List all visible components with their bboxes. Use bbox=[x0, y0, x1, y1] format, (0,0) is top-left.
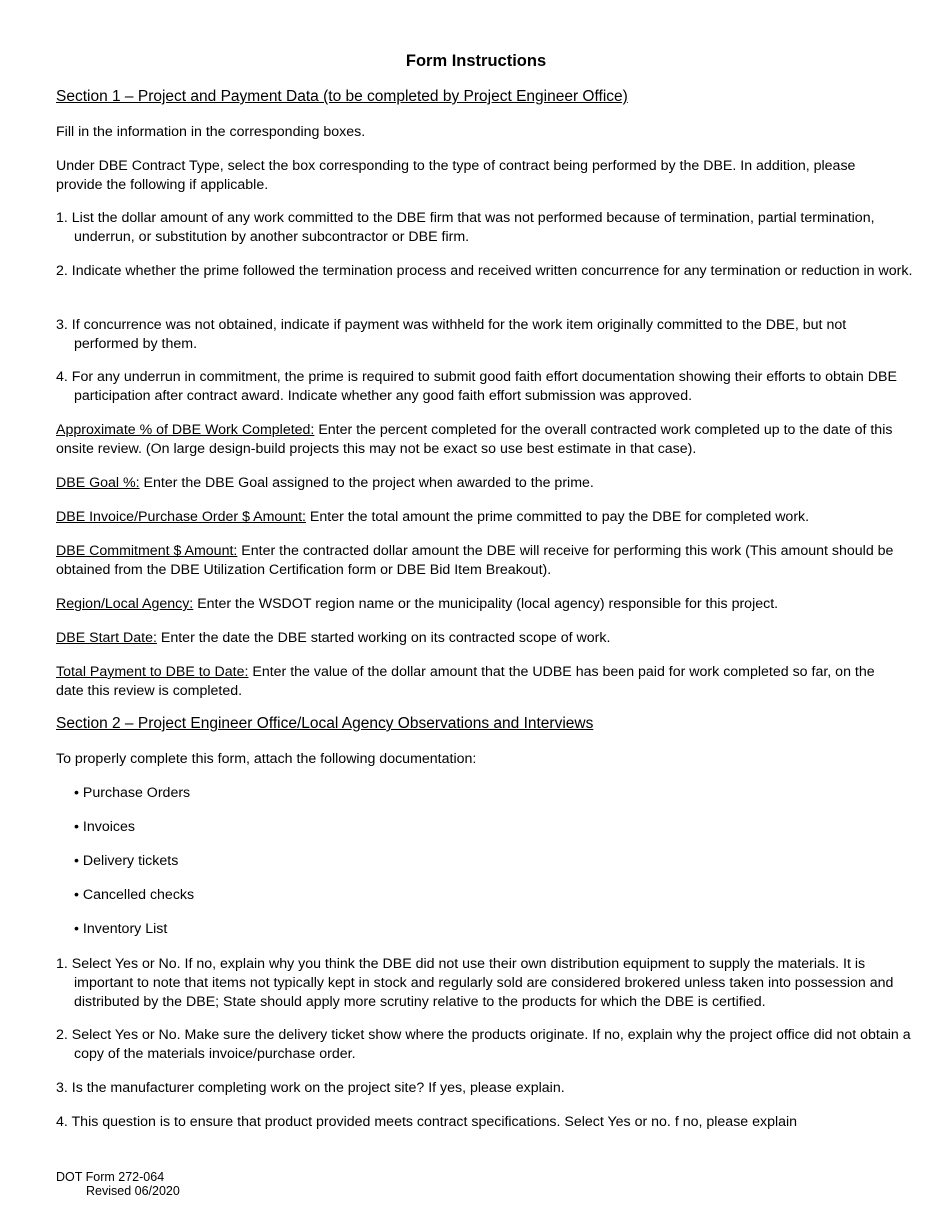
contract-type-instructions: Under DBE Contract Type, select the box corresponding to the type of contract being performed by the DBE. In addition, please provide the following if applicable. bbox=[56, 158, 856, 193]
section-1-intro: Fill in the information in the corresponding boxes. bbox=[56, 124, 366, 140]
field-invoice-amount bbox=[56, 508, 896, 527]
section-2-item-4: 4. This question is to ensure that product provided meets contract specifications. Select Yes or no. f no, please explain bbox=[56, 1114, 798, 1130]
field-total-payment bbox=[56, 663, 896, 701]
section-1-item-1: 1. List the dollar amount of any work committed to the DBE firm that was not performed because of termination, partial termination, underrun, or substitution by another subcontractor or DBE firm. bbox=[56, 210, 875, 245]
revision-date: Revised 06/2020 bbox=[86, 1184, 180, 1198]
field-label: DBE Commitment $ Amount: bbox=[56, 543, 238, 559]
field-label: DBE Start Date: bbox=[56, 630, 157, 646]
field-description: Enter the DBE Goal assigned to the project when awarded to the prime. bbox=[139, 475, 594, 491]
field-description: Enter the date the DBE started working on its contracted scope of work. bbox=[156, 630, 611, 646]
section-1-heading: Section 1 – Project and Payment Data (to be completed by Project Engineer Office) bbox=[56, 88, 628, 105]
section-2-intro: To properly complete this form, attach the following documentation: bbox=[56, 751, 477, 767]
doc-bullet-purchase-orders: • Purchase Orders bbox=[74, 785, 191, 801]
field-label: Approximate % of DBE Work Completed: bbox=[56, 422, 315, 438]
field-commitment-amount bbox=[56, 542, 896, 580]
field-dbe-goal bbox=[56, 474, 896, 493]
section-2-item-3: 3. Is the manufacturer completing work on the project site? If yes, please explain. bbox=[56, 1080, 565, 1096]
section-2-heading: Section 2 – Project Engineer Office/Local Agency Observations and Interviews bbox=[56, 715, 594, 732]
section-1-item-4: 4. For any underrun in commitment, the prime is required to submit good faith effort documentation showing their efforts to obtain DBE participation after contract award. Indicate whether any good faith effort submission was approved. bbox=[56, 369, 897, 404]
doc-bullet-invoices: • Invoices bbox=[74, 819, 135, 835]
doc-bullet-cancelled-checks: • Cancelled checks bbox=[74, 887, 195, 903]
field-approx-work-completed bbox=[56, 421, 896, 459]
doc-bullet-delivery-tickets: • Delivery tickets bbox=[74, 853, 179, 869]
section-2-item-1: 1. Select Yes or No. If no, explain why you think the DBE did not use their own distribution equipment to supply the materials. It is important to note that items not typically kept in stock and regularly sold are considered brokered unless taken into possession and distributed by the DBE; State should apply more scrutiny relative to the products for which the DBE is certified. bbox=[56, 956, 894, 1010]
field-description: Enter the value of the dollar amount that the UDBE has been paid for work completed so far, on the date this review is completed. bbox=[56, 664, 875, 699]
section-1-item-2: 2. Indicate whether the prime followed the termination process and received written concurrence for any termination or reduction in work. bbox=[56, 263, 913, 279]
page-title: Form Instructions bbox=[405, 52, 547, 70]
doc-bullet-inventory-list: • Inventory List bbox=[74, 921, 168, 937]
field-description: Enter the total amount the prime committed to pay the DBE for completed work. bbox=[305, 509, 810, 525]
field-label: DBE Goal %: bbox=[56, 475, 140, 491]
field-label: DBE Invoice/Purchase Order $ Amount: bbox=[56, 509, 306, 525]
field-dbe-start-date bbox=[56, 629, 896, 648]
page-footer bbox=[56, 1170, 180, 1198]
form-number: DOT Form 272-064 bbox=[56, 1170, 165, 1184]
section-2-item-2: 2. Select Yes or No. Make sure the delivery ticket show where the products originate. If no, explain why the project office did not obtain a copy of the materials invoice/purchase order. bbox=[56, 1027, 911, 1062]
field-region-agency bbox=[56, 595, 896, 614]
section-1-item-3: 3. If concurrence was not obtained, indicate if payment was withheld for the work item originally committed to the DBE, but not performed by them. bbox=[56, 317, 847, 352]
field-description: Enter the percent completed for the overall contracted work completed up to the date of this onsite review. (On large design-build projects this may not be exact so use best estimate in that case). bbox=[56, 422, 893, 457]
field-description: Enter the contracted dollar amount the DBE will receive for performing this work (This amount should be obtained from the DBE Utilization Certification form or DBE Bid Item Breakout). bbox=[56, 543, 894, 578]
field-label: Total Payment to DBE to Date: bbox=[56, 664, 249, 680]
field-description: Enter the WSDOT region name or the municipality (local agency) responsible for this project. bbox=[193, 596, 779, 612]
field-label: Region/Local Agency: bbox=[56, 596, 194, 612]
